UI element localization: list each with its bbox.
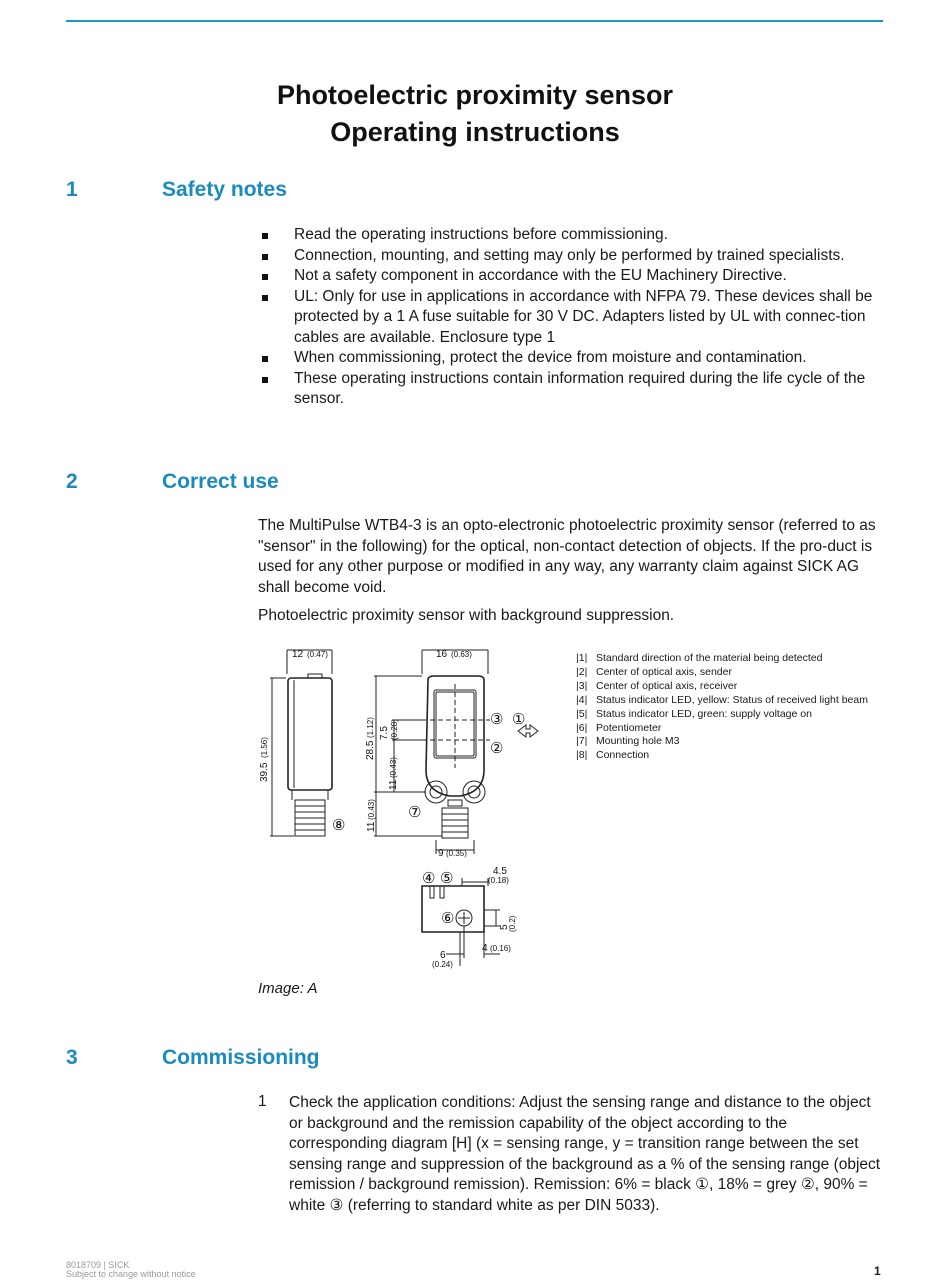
callout-5: ⑤ (440, 870, 454, 887)
legend-item: |4| Status indicator LED, yellow: Status of received light beam (576, 693, 868, 706)
legend-item: |8| Connection (576, 749, 650, 762)
section-2-title: Correct use (162, 470, 279, 493)
dim-4-5-inch: (0.18) (488, 876, 509, 885)
dim-16-inch: (0.63) (451, 650, 472, 659)
header-rule (66, 20, 883, 22)
dim-4-5: 4.5 (493, 866, 507, 877)
footer-doc-id: 8018709 | SICK (66, 1260, 130, 1270)
dim-9: 9 (438, 848, 444, 859)
legend-item: |7| Mounting hole M3 (576, 735, 680, 748)
correct-use-note: Photoelectric proximity sensor with background suppression. (258, 607, 675, 624)
dim-4-inch: (0.16) (490, 944, 511, 953)
footer-notice: Subject to change without notice (66, 1269, 196, 1279)
callout-6: ⑥ (441, 910, 455, 927)
image-caption: Image: A (258, 980, 318, 997)
section-2-number: 2 (66, 470, 78, 493)
document-title: Photoelectric proximity sensor (276, 80, 674, 110)
list-item: Connection, mounting, and setting may only be performed by trained specialists. (262, 246, 892, 267)
dim-9-inch: (0.35) (446, 849, 467, 858)
dimension-drawing (250, 640, 580, 975)
dim-11-a: 11 (388, 779, 399, 790)
dim-11-b-inch: (0.43) (367, 799, 376, 820)
callout-4: ④ (422, 870, 436, 887)
safety-notes-list (262, 225, 892, 410)
bottom-view (422, 878, 500, 966)
legend-item: |3| Center of optical axis, receiver (576, 679, 738, 692)
callout-3: ③ (490, 711, 504, 728)
legend-item: |5| Status indicator LED, green: supply voltage on (576, 707, 812, 720)
legend-item: |2| Center of optical axis, sender (576, 665, 732, 678)
commissioning-step (258, 1093, 888, 1217)
legend-item: |6| Potentiometer (576, 721, 662, 734)
callout-2: ② (490, 740, 504, 757)
side-view (270, 650, 332, 836)
dim-5: 5 (499, 924, 510, 930)
callout-1: ① (512, 711, 526, 728)
list-item: Not a safety component in accordance with the EU Machinery Directive. (262, 266, 892, 287)
section-3-number: 3 (66, 1046, 78, 1069)
dim-39-5: 39.5 (259, 762, 270, 782)
list-item: Read the operating instructions before commissioning. (262, 225, 892, 246)
step-text: Check the application conditions: Adjust the sensing range and distance to the object or background and the remission capability of the object according to the corresponding diagram [H] (x = sensing range, y = transition range between the set sensing range and suppression of the background as a % of the sensing range (object remission / background remission). Remission: 6% = black ①, 18% = grey ②, 90% = white ③ (referring to standard white as per DIN 5033). (289, 1094, 881, 1214)
list-item: These operating instructions contain information required during the life cycle of the sensor. (262, 369, 892, 410)
dim-12-inch: (0.47) (307, 650, 328, 659)
callout-8: ⑧ (332, 817, 346, 834)
document-subtitle: Operating instructions (330, 117, 620, 147)
dim-39-5-inch: (1.56) (260, 737, 269, 758)
dim-12: 12 (292, 649, 304, 660)
dim-7-5: 7.5 (379, 726, 390, 740)
dim-5-inch: (0.2) (508, 915, 517, 932)
callout-7: ⑦ (408, 804, 422, 821)
dim-6: 6 (440, 950, 446, 961)
dim-7-5-inch: (0.28) (390, 719, 399, 740)
section-3-title: Commissioning (162, 1046, 320, 1069)
step-number: 1 (258, 1093, 267, 1110)
footer (66, 1261, 196, 1279)
drawing-legend (576, 652, 868, 763)
legend-item: |1| Standard direction of the material being detected (576, 652, 823, 664)
section-1-number: 1 (66, 178, 78, 201)
front-view (374, 650, 538, 854)
dim-6-inch: (0.24) (432, 960, 453, 969)
list-item: When commissioning, protect the device from moisture and contamination. (262, 348, 892, 369)
dim-11-a-inch: (0.43) (389, 757, 398, 778)
list-item: UL: Only for use in applications in accordance with NFPA 79. These devices shall be protected by a 1 A fuse suitable for 30 V DC. Adapters listed by UL with connec-tion cables are available. Enclosure type 1 (262, 287, 892, 349)
dim-16: 16 (436, 649, 448, 660)
correct-use-paragraph: The MultiPulse WTB4-3 is an opto-electronic photoelectric proximity sensor (referred to as "sensor" in the following) for the optical, non-contact detection of objects. If the pro-duct is used for any other purpose or modified in any way, any warranty claim against SICK AG shall become void. (258, 517, 876, 596)
dim-28-5: 28.5 (365, 740, 376, 760)
dim-11-b: 11 (366, 821, 377, 832)
page-number: 1 (874, 1264, 881, 1278)
dim-4: 4 (482, 943, 488, 954)
dim-28-5-inch: (1.12) (366, 717, 375, 738)
section-1-title: Safety notes (162, 178, 287, 201)
